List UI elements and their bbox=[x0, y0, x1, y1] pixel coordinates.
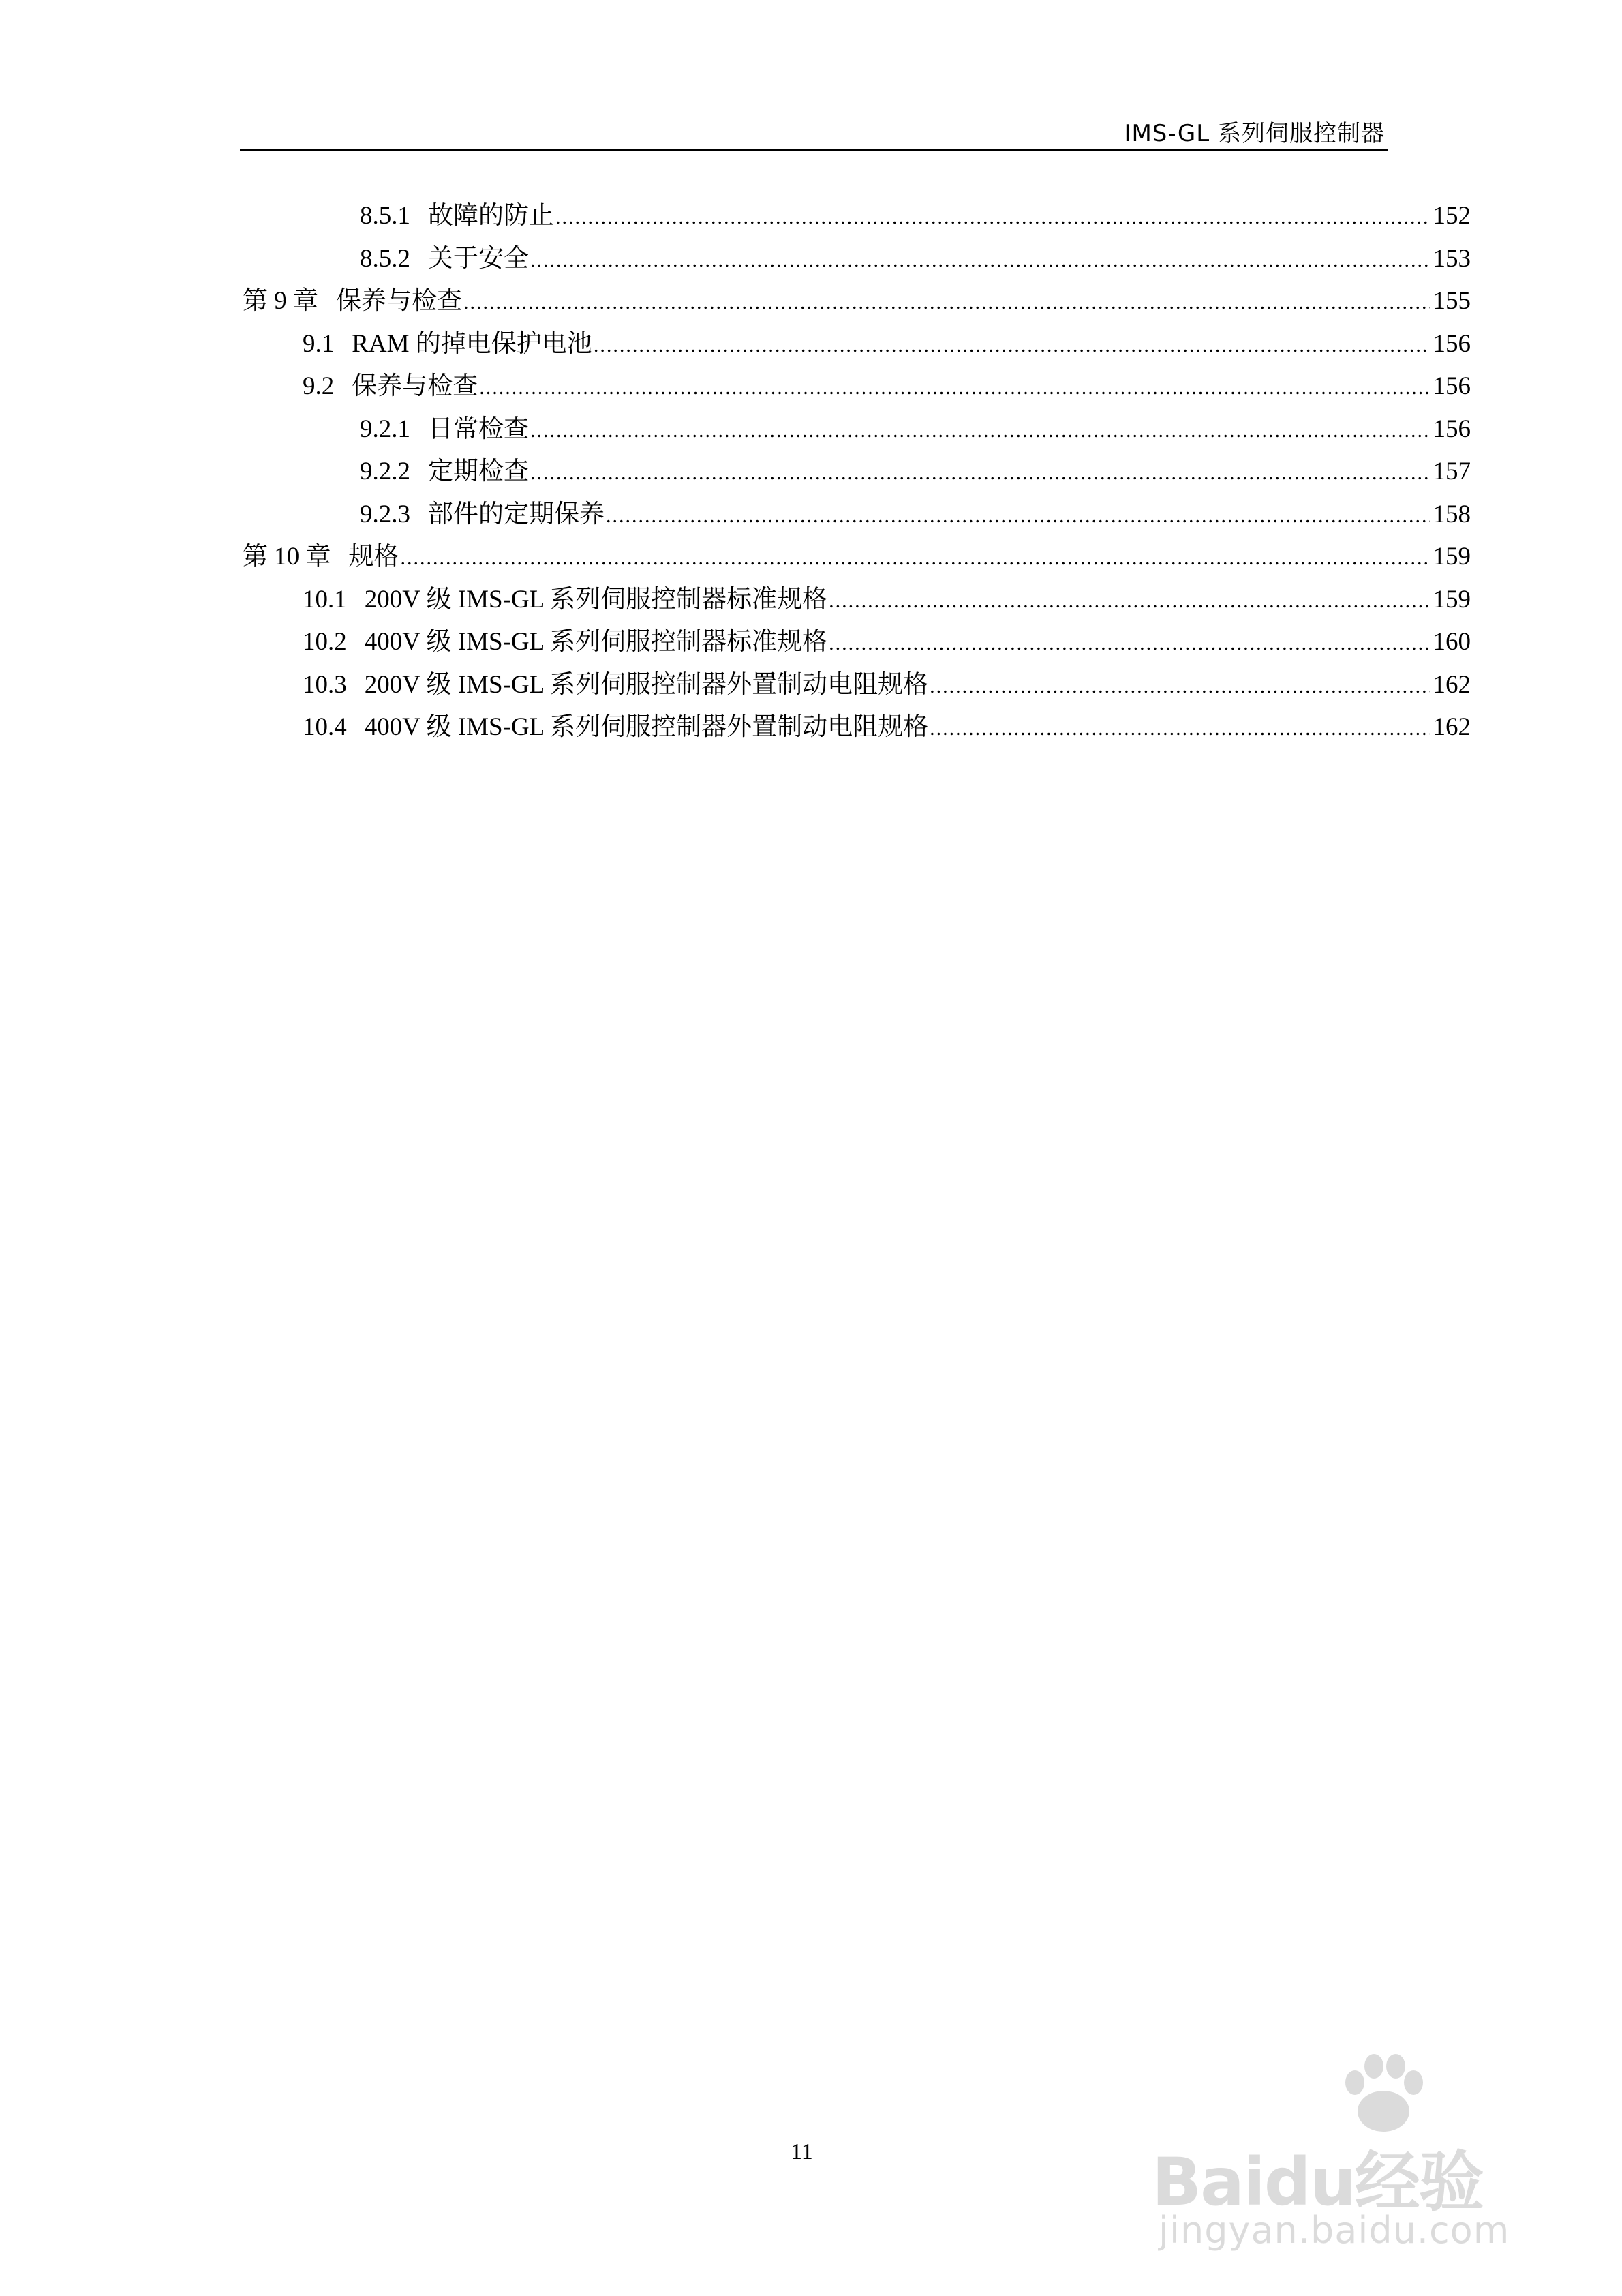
toc-entry[interactable] bbox=[360, 455, 1471, 489]
toc-entry-title: 规格 bbox=[348, 543, 399, 571]
watermark-brand: Baidu经验 bbox=[1152, 2144, 1483, 2220]
toc-entry-page: 160 bbox=[1433, 628, 1471, 656]
toc-entry-page: 162 bbox=[1433, 713, 1471, 741]
toc-entry-title: 定期检查 bbox=[428, 457, 529, 485]
toc-entry-number: 9.2.3 bbox=[360, 500, 410, 528]
toc-entry-page: 156 bbox=[1433, 329, 1471, 358]
toc-entry[interactable] bbox=[303, 583, 1471, 617]
toc-dot-leader bbox=[930, 668, 1430, 702]
toc-entry[interactable] bbox=[303, 668, 1471, 702]
toc-entry-title: 故障的防止 bbox=[428, 202, 554, 230]
toc-entry-number: 10.4 bbox=[303, 713, 347, 741]
toc-entry-number: 9.1 bbox=[303, 329, 335, 358]
toc-entry-page: 153 bbox=[1433, 244, 1471, 273]
page-number: 11 bbox=[791, 2139, 813, 2164]
toc-entry-title: 保养与检查 bbox=[336, 287, 462, 315]
toc-entry-title: 保养与检查 bbox=[352, 372, 478, 400]
toc-entry[interactable] bbox=[360, 498, 1471, 532]
toc-entry[interactable] bbox=[303, 710, 1471, 744]
toc-entry-title: 日常检查 bbox=[428, 414, 529, 443]
toc-entry-number: 9.2 bbox=[303, 372, 335, 400]
toc-dot-leader bbox=[463, 284, 1430, 318]
toc-entry[interactable] bbox=[303, 625, 1471, 659]
toc-entry-number: 第 10 章 bbox=[243, 543, 331, 571]
toc-entry-number: 10.2 bbox=[303, 628, 347, 656]
toc-entry-page: 159 bbox=[1433, 543, 1471, 571]
toc-entry-number: 10.3 bbox=[303, 670, 347, 699]
toc-entry-title: RAM 的掉电保护电池 bbox=[352, 329, 592, 358]
toc-entry-number: 9.2.1 bbox=[360, 414, 410, 443]
toc-entry-page: 155 bbox=[1433, 287, 1471, 315]
toc-entry[interactable] bbox=[243, 540, 1471, 574]
toc-dot-leader bbox=[555, 199, 1430, 233]
toc-entry-title: 400V 级 IMS-GL 系列伺服控制器外置制动电阻规格 bbox=[364, 713, 929, 741]
toc-dot-leader bbox=[479, 369, 1430, 404]
toc-dot-leader bbox=[530, 455, 1430, 489]
toc-entry-page: 152 bbox=[1433, 202, 1471, 230]
toc-dot-leader bbox=[829, 583, 1430, 617]
toc-entry-page: 158 bbox=[1433, 500, 1471, 528]
toc-entry-title: 200V 级 IMS-GL 系列伺服控制器外置制动电阻规格 bbox=[364, 670, 929, 699]
watermark-url: jingyan.baidu.com bbox=[1159, 2209, 1510, 2252]
toc-entry[interactable] bbox=[360, 199, 1471, 233]
toc-entry-title: 200V 级 IMS-GL 系列伺服控制器标准规格 bbox=[364, 585, 828, 614]
toc-entry-title: 400V 级 IMS-GL 系列伺服控制器标准规格 bbox=[364, 628, 828, 656]
toc-entry-number: 8.5.1 bbox=[360, 202, 410, 230]
toc-dot-leader bbox=[930, 710, 1430, 744]
toc-dot-leader bbox=[401, 540, 1430, 574]
toc-entry-title: 关于安全 bbox=[428, 244, 529, 273]
toc-dot-leader bbox=[606, 498, 1430, 532]
toc-entry[interactable] bbox=[360, 412, 1471, 447]
toc-entry-page: 156 bbox=[1433, 372, 1471, 400]
toc-entry[interactable] bbox=[243, 284, 1471, 318]
toc-entry[interactable] bbox=[303, 369, 1471, 404]
paw-icon bbox=[1336, 2049, 1431, 2137]
toc-entry-number: 10.1 bbox=[303, 585, 347, 614]
toc-entry-page: 162 bbox=[1433, 670, 1471, 699]
toc-dot-leader bbox=[530, 242, 1430, 276]
toc-entry-number: 9.2.2 bbox=[360, 457, 410, 485]
running-header-title: IMS-GL 系列伺服控制器 bbox=[1124, 120, 1385, 147]
toc-dot-leader bbox=[829, 625, 1430, 659]
toc-dot-leader bbox=[530, 412, 1430, 447]
toc-entry-page: 159 bbox=[1433, 585, 1471, 614]
toc-entry-page: 157 bbox=[1433, 457, 1471, 485]
baidu-jingyan-watermark bbox=[1152, 2049, 1533, 2253]
toc-entry[interactable] bbox=[303, 327, 1471, 361]
header-rule bbox=[240, 149, 1388, 151]
toc-entry[interactable] bbox=[360, 242, 1471, 276]
toc-entry-page: 156 bbox=[1433, 414, 1471, 443]
toc-entry-title: 部件的定期保养 bbox=[428, 500, 605, 528]
toc-entry-number: 第 9 章 bbox=[243, 287, 318, 315]
toc-dot-leader bbox=[594, 327, 1430, 361]
toc-entry-number: 8.5.2 bbox=[360, 244, 410, 273]
